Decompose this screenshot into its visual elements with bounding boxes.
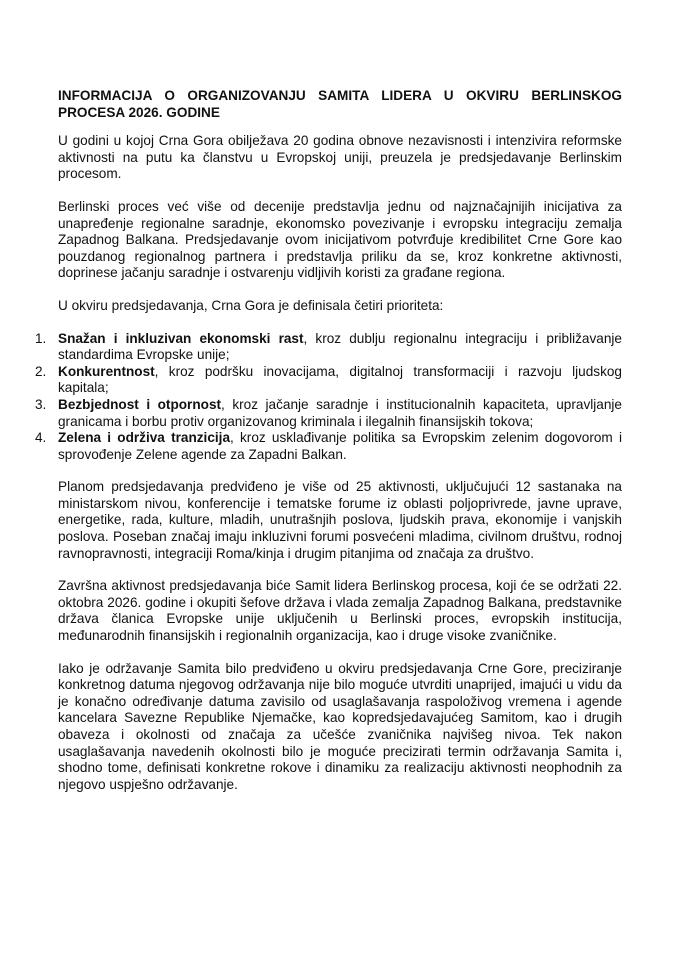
priority-description: , kroz dublju regionalnu integraciju i približavanje standardima Evropske unije; [58,330,622,363]
priority-number: 3. [35,396,47,412]
priority-description: , kroz jačanje saradnje i institucionalnih kapaciteta, upravljanje granicama i borbu protiv organizovanog kriminala i ilegalnih finansijskih tokova; [58,396,622,429]
document-title: INFORMACIJA O ORGANIZOVANJU SAMITA LIDERA U OKVIRU BERLINSKOG PROCESA 2026. GODINE [58,88,622,120]
priority-description: , kroz podršku inovacijama, digitalnoj transformaciji i razvoju ljudskog kapitala; [58,363,622,396]
priority-item-2 [35,364,622,397]
priority-item-1 [35,331,622,364]
priority-description: , kroz usklađivanje politika sa Evropskim zelenim dogovorom i sprovođenje Zelene agende za Zapadni Balkan. [58,430,622,462]
priorities-list [35,331,622,464]
priority-title: Bezbjednost i otpornost [58,396,222,412]
priority-title: Konkurentnost [58,363,155,379]
priority-item-4 [35,430,622,463]
priority-title: Snažan i inkluzivan ekonomski rast [58,330,304,346]
paragraph-berlin-process: Berlinski proces već više od decenije predstavlja jednu od najznačajnijih inicijativa za unapređenje regionalne saradnje, ekonomsko povezivanje i evropsku integraciju zemalja Zapadnog Balkana. Predsjedavanje ovom inicijativom potvrđuje kredibilitet Crne Gore kao pouzdanog regionalnog partnera i predstavlja priliku da se, kroz konkretne aktivnosti, doprinese jačanju saradnje i ostvarenju vidljivih koristi za građane regiona. [58,198,622,281]
priority-number: 4. [35,430,47,446]
priority-item-3 [35,397,622,430]
priority-number: 1. [35,330,47,346]
paragraph-summit-date: Iako je održavanje Samita bilo predviđeno u okviru predsjedavanja Crne Gore, preciziranje konkretnog datuma njegovog održavanja nije bilo moguće utvrditi unaprijed, imajući u vidu da je konačno određivanje datuma zavisilo od usaglašavanja raspoloživog vremena i agende kancelara Savezne Republike Njemačke, kao kopredsjedavajućeg Samitom, kao i drugih obaveza i okolnosti od značaja za učešće zvaničnika najvišeg nivoa. Tek nakon usaglašavanja navedenih okolnosti bilo je moguće precizirati termin održavanja Samita i, shodno tome, definisati konkretne rokove i dinamiku za realizaciju aktivnosti neophodnih za njegovo uspješno održavanje. [58,660,622,792]
document-body [35,88,622,809]
paragraph-plan: Planom predsjedavanja predviđeno je više od 25 aktivnosti, uključujući 12 sastanaka na ministarskom nivou, konferencije i tematske forume iz oblasti poljoprivrede, javne uprave, energetike, rada, kulture, mladih, unutrašnjih poslova, ljudskih prava, ekonomije i vanjskih poslova. Poseban značaj imaju inkluzivni forumi posvećeni mladima, civilnom društvu, rodnoj ravnopravnosti, integraciji Roma/kinja i drugim pitanjima od značaja za društvo. [58,479,622,561]
paragraph-priorities-intro: U okviru predsjedavanja, Crna Gora je definisala četiri prioriteta: [58,297,444,313]
paragraph-intro: U godini u kojoj Crna Gora obilježava 20 godina obnove nezavisnosti i intenzivira reformske aktivnosti na putu ka članstvu u Evropskoj uniji, preuzela je predsjedavanje Berlinskim procesom. [58,133,622,182]
paragraph-summit: Završna aktivnost predsjedavanja biće Samit lidera Berlinskog procesa, koji će se održati 22. oktobra 2026. godine i okupiti šefove država i vlada zemalja Zapadnog Balkana, predstavnike država članica Evropske unije uključenih u Berlinski proces, evropskih institucija, međunarodnih finansijskih i regionalnih organizacija, kao i druge visoke zvaničnike. [58,578,622,644]
priority-title: Zelena i održiva tranzicija [58,430,231,446]
priority-number: 2. [35,363,47,379]
